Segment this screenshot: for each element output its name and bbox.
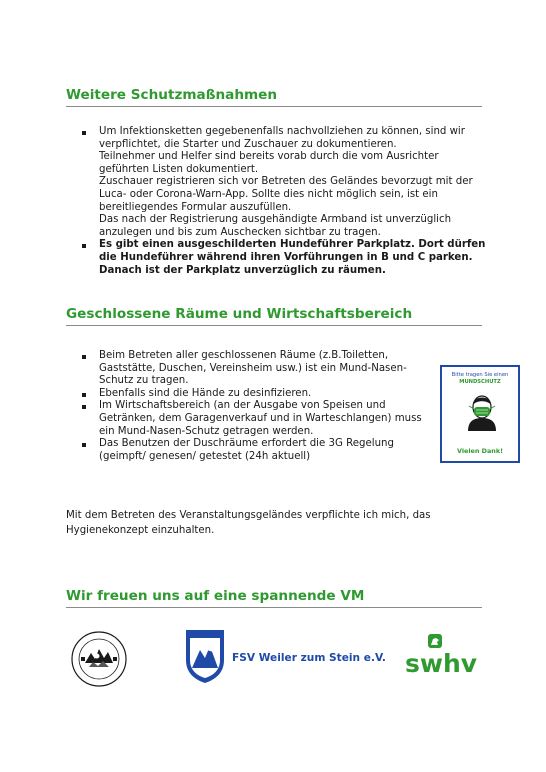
swhv-logo: swhv: [405, 649, 478, 678]
club-seal-logo: [71, 631, 127, 687]
list-item: Ebenfalls sind die Hände zu desinfizieren.: [82, 388, 422, 401]
section-heading-schutzmassnahmen: Weitere Schutzmaßnahmen: [66, 87, 482, 107]
list-item: Um Infektionsketten gegebenenfalls nachvollziehen zu können, sind wir verpflichtet, die Starter und Zuschauer zu dokumentieren. Teilnehmer und Helfer sind bereits vorab durch die vom Ausrichter geführten Listen dokumentiert. Zuschauer registrieren sich vor Betreten des Geländes bevorzugt mit der Luca- oder Corona-Warn-App. Sollte dies nicht möglich sein, ist ein bereitliegendes Formular auszufüllen. Das nach der Registrierung ausgehändigte Armband ist unverzüglich anzulegen und bis zum Auschecken sichtbar zu tragen.: [82, 126, 482, 239]
fsv-shield-logo: [184, 628, 226, 684]
mask-poster: [440, 365, 520, 463]
list-item: Beim Betreten aller geschlossenen Räume (z.B.Toiletten, Gaststätte, Duschen, Vereinsheim usw.) ist ein Mund-Nasen- Schutz zu tragen.: [82, 350, 422, 388]
masked-face-icon: [464, 393, 500, 431]
poster-line1: Bitte tragen Sie einen: [451, 372, 509, 378]
raeume-list: [82, 350, 422, 463]
schutzmassnahmen-list: [82, 126, 486, 277]
fsv-club-name: FSV Weiler zum Stein e.V.: [232, 652, 386, 664]
section-heading-raeume: Geschlossene Räume und Wirtschaftsbereich: [66, 306, 482, 326]
section-heading-closing: Wir freuen uns auf eine spannende VM: [66, 588, 482, 608]
poster-thanks: Vielen Dank!: [457, 447, 503, 455]
poster-line2: MUNDSCHUTZ: [459, 379, 501, 385]
list-item: Im Wirtschaftsbereich (an der Ausgabe von Speisen und Getränken, dem Garagenverkauf und in Warteschlangen) muss ein Mund-Nasen-Schutz getragen werden.: [82, 400, 422, 438]
list-item-parking: Es gibt einen ausgeschilderten Hundeführer Parkplatz. Dort dürfen die Hundeführer während ihren Vorführungen in B und C parken. Danach ist der Parkplatz unverzüglich zu räumen.: [82, 239, 482, 277]
commitment-paragraph: Mit dem Betreten des Veranstaltungsgeländes verpflichte ich mich, das Hygienekonzept einzuhalten.: [66, 510, 431, 536]
list-item: Das Benutzen der Duschräume erfordert die 3G Regelung (geimpft/ genesen/ getestet (24h aktuell): [82, 438, 422, 463]
